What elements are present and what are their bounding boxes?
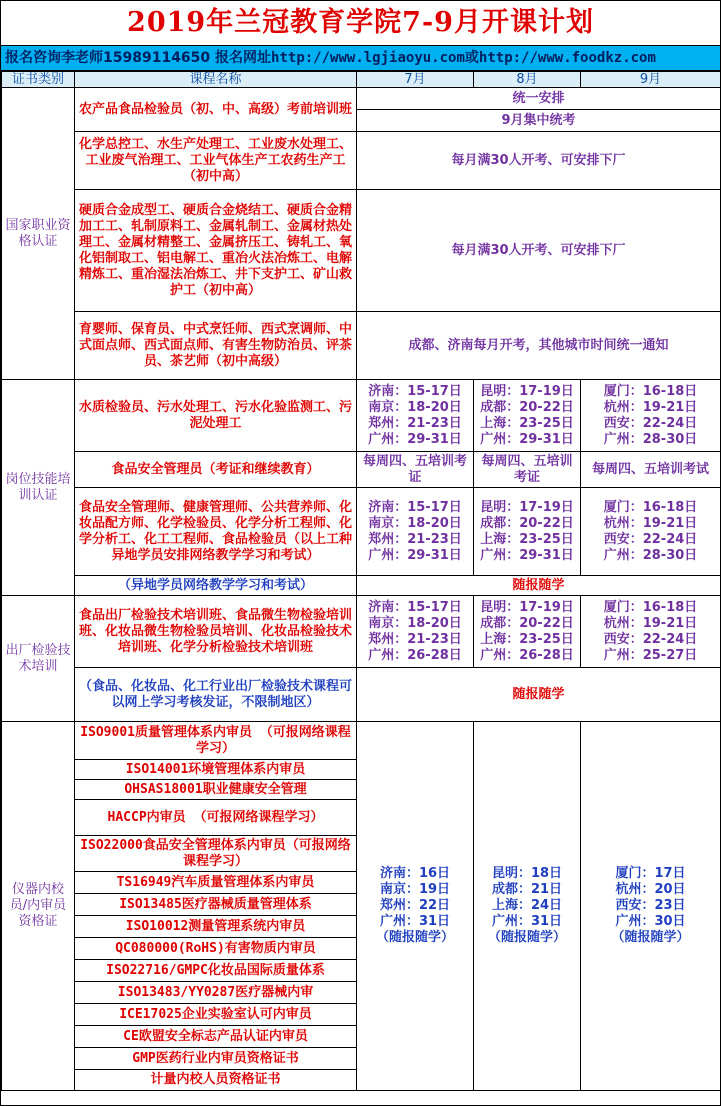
category-auditor: 仪器内校员/内审员资格证 <box>2 722 75 1091</box>
header-august: 8月 <box>474 72 581 88</box>
table-row <box>2 668 721 722</box>
schedule-september-exam: 9月集中统考 <box>357 110 721 132</box>
auditor-september: 厦门：17日 杭州：20日 西安：23日 广州：30日 （随报随学） <box>581 722 721 1091</box>
course-remote-learning: （异地学员网络教学学习和考试） <box>75 576 357 596</box>
page-title: 2019年兰冠教育学院7-9月开课计划 <box>1 1 720 46</box>
course-auditor: ISO9001质量管理体系内审员 （可报网络课程学习） <box>75 722 357 760</box>
course-factory-inspection: 食品出厂检验技术培训班、食品微生物检验培训班、化妆品微生物检验员培训、化妆品检验技术培训班、化学分析检验技术培训班 <box>75 596 357 668</box>
cities-august: 昆明：17-19日 成都：20-22日 上海：23-25日 广州：26-28日 <box>474 596 581 668</box>
table-row <box>2 722 721 760</box>
header-row <box>2 72 721 88</box>
course-food-inspector: 农产品食品检验员（初、中、高级）考前培训班 <box>75 88 357 132</box>
cities-july: 济南：15-17日 南京：18-20日 郑州：21-23日 广州：26-28日 <box>357 596 474 668</box>
auditor-august: 昆明：18日 成都：21日 上海：24日 广州：31日 （随报随学） <box>474 722 581 1091</box>
url-foodkz-link[interactable]: http://www.foodkz.com <box>478 50 656 66</box>
schedule-chengdu-jinan: 成都、济南每月开考，其他城市时间统一通知 <box>357 312 721 380</box>
auditor-july: 济南：16日 南京：19日 郑州：22日 广州：31日 （随报随学） <box>357 722 474 1091</box>
contact-phone: 15989114650 <box>103 50 211 66</box>
course-auditor: GMP医药行业内审员资格证书 <box>75 1048 357 1070</box>
contact-prefix: 报名咨询李老师 <box>5 50 103 66</box>
table-row <box>2 576 721 596</box>
table-row <box>2 132 721 190</box>
cities-september: 厦门：16-18日 杭州：19-21日 西安：22-24日 广州：25-27日 <box>581 596 721 668</box>
course-plan-table <box>1 71 721 1091</box>
schedule-monthly-30: 每月满30人开考、可安排下厂 <box>357 132 721 190</box>
table-row <box>2 190 721 312</box>
header-july: 7月 <box>357 72 474 88</box>
cities-august: 昆明：17-19日 成都：20-22日 上海：23-25日 广州：29-31日 <box>474 488 581 576</box>
course-water-quality: 水质检验员、污水处理工、污水化验监测工、污泥处理工 <box>75 380 357 452</box>
sched-thu-fri-august: 每周四、五培训考证 <box>474 452 581 488</box>
contact-site-label: 报名网址 <box>210 50 272 66</box>
course-food-safety-admin: 食品安全管理员（考证和继续教育） <box>75 452 357 488</box>
course-auditor: 计量内校人员资格证书 <box>75 1070 357 1091</box>
cities-july: 济南：15-17日 南京：18-20日 郑州：21-23日 广州：29-31日 <box>357 488 474 576</box>
course-auditor: ISO22000食品安全管理体系内审员（可报网络课程学习） <box>75 836 357 872</box>
course-auditor: OHSAS18001职业健康安全管理 <box>75 780 357 800</box>
cities-august: 昆明：17-19日 成都：20-22日 上海：23-25日 广州：29-31日 <box>474 380 581 452</box>
course-metallurgy: 硬质合金成型工、硬质合金烧结工、硬质合金精加工工、轧制原料工、金属轧制工、金属材热处理工、金属材精整工、金属挤压工、铸轧工、氧化铝制取工、铝电解工、重冶火法冶炼工、电解精炼工、重冶湿法冶炼工、井下支护工、矿山救护工（初中高） <box>75 190 357 312</box>
course-chemical-operator: 化学总控工、水生产处理工、工业废水处理工、工业废气治理工、工业气体生产工农药生产工（初中高） <box>75 132 357 190</box>
course-auditor: ISO13483/YY0287医疗器械内审 <box>75 982 357 1004</box>
table-row <box>2 88 721 110</box>
header-september: 9月 <box>581 72 721 88</box>
schedule-unified: 统一安排 <box>357 88 721 110</box>
url-lgjiaoyu-link[interactable]: http://www.lgjiaoyu.com <box>271 50 465 66</box>
course-auditor: ISO10012测量管理系统内审员 <box>75 916 357 938</box>
course-auditor: ISO14001环境管理体系内审员 <box>75 760 357 780</box>
category-national: 国家职业资格认证 <box>2 88 75 380</box>
cities-july: 济南：15-17日 南京：18-20日 郑州：21-23日 广州：29-31日 <box>357 380 474 452</box>
table-row <box>2 488 721 576</box>
course-auditor: HACCP内审员 （可报网络课程学习） <box>75 800 357 836</box>
course-auditor: ICE17025企业实验室认可内审员 <box>75 1004 357 1026</box>
table-row <box>2 596 721 668</box>
category-factory: 出厂检验技术培训 <box>2 596 75 722</box>
course-auditor: CE欧盟安全标志产品认证内审员 <box>75 1026 357 1048</box>
course-auditor: TS16949汽车质量管理体系内审员 <box>75 872 357 894</box>
table-row <box>2 312 721 380</box>
cities-september: 厦门：16-18日 杭州：19-21日 西安：22-24日 广州：28-30日 <box>581 488 721 576</box>
course-auditor: ISO22716/GMPC化妆品国际质量体系 <box>75 960 357 982</box>
course-food-safety-manager: 食品安全管理师、健康管理师、公共营养师、化妆品配方师、化学检验员、化学分析工程师、化学分析工、化工工程师、食品检验员（以上工种异地学员安排网络教学学习和考试） <box>75 488 357 576</box>
category-post: 岗位技能培训认证 <box>2 380 75 596</box>
header-course: 课程名称 <box>75 72 357 88</box>
course-auditor: QC080000(RoHS)有害物质内审员 <box>75 938 357 960</box>
schedule-anytime: 随报随学 <box>357 576 721 596</box>
header-category: 证书类别 <box>2 72 75 88</box>
table-row <box>2 452 721 488</box>
schedule-monthly-30-b: 每月满30人开考、可安排下厂 <box>357 190 721 312</box>
sched-thu-fri-september: 每周四、五培训考试 <box>581 452 721 488</box>
course-online-factory: （食品、化妆品、化工行业出厂检验技术课程可以网上学习考核发证，不限制地区） <box>75 668 357 722</box>
course-auditor: ISO13485医疗器械质量管理体系 <box>75 894 357 916</box>
course-childcare-chef: 育婴师、保育员、中式烹饪师、西式烹调师、中式面点师、西式面点师、有害生物防治员、评茶员、茶艺师（初中高级） <box>75 312 357 380</box>
contact-or: 或 <box>464 50 479 66</box>
contact-bar <box>1 46 720 71</box>
cities-september: 厦门：16-18日 杭州：19-21日 西安：22-24日 广州：28-30日 <box>581 380 721 452</box>
table-row <box>2 380 721 452</box>
sched-thu-fri-july: 每周四、五培训考证 <box>357 452 474 488</box>
schedule-anytime: 随报随学 <box>357 668 721 722</box>
